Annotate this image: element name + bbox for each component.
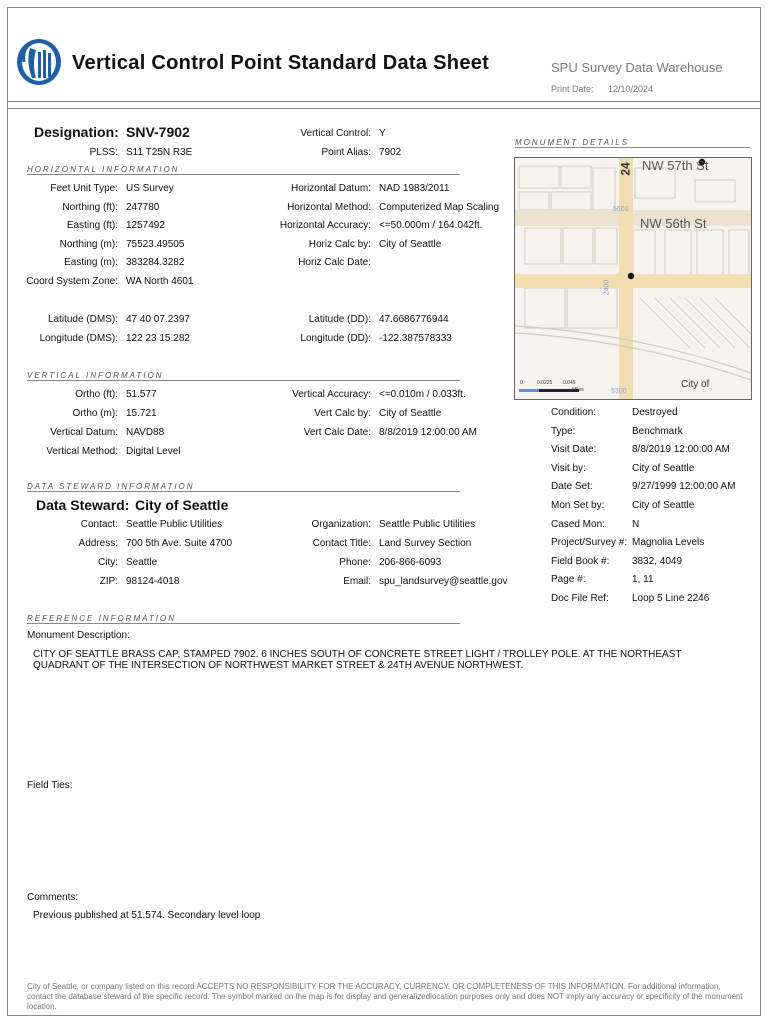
print-date-value: 12/10/2024 (608, 84, 654, 94)
horizontal-field-label: Horizontal Accuracy: (279, 220, 371, 231)
steward-field-label: ZIP: (99, 576, 118, 587)
vertical-control-label: Vertical Control: (300, 128, 371, 139)
horizontal-field-label: Horizontal Method: (287, 201, 371, 213)
horizontal-field-value: 75523.49505 (126, 238, 185, 250)
horizontal-field-value: 1257492 (126, 220, 165, 231)
map-scale-zero: 0 (520, 380, 523, 386)
horizontal-field-label: Northing (m): (59, 238, 118, 250)
steward-field-label: Address: (78, 538, 118, 549)
monument-field-value: Destroyed (632, 407, 678, 418)
comments-label: Comments: (27, 892, 79, 903)
monument-field-value: City of Seattle (632, 462, 695, 474)
longitude-dms-value: 122 23 15.282 (126, 333, 190, 344)
steward-field-value: 98124-4018 (126, 576, 180, 587)
vertical-field-label: Vertical Accuracy: (292, 389, 371, 400)
steward-field-value: 206-866-6093 (379, 557, 442, 568)
latitude-dms-label: Latitude (DMS): (47, 314, 118, 325)
steward-field-value: Seattle Public Utilities (379, 519, 476, 530)
steward-field-label: Email: (343, 576, 371, 587)
horizontal-field-label: Horiz Calc Date: (298, 257, 371, 268)
horizontal-field-value: NAD 1983/2011 (379, 183, 450, 194)
header-divider-bottom (8, 108, 760, 109)
vertical-field-label: Vert Calc by: (314, 408, 371, 419)
vertical-field-value: Digital Level (126, 446, 181, 457)
horizontal-field-label: Feet Unit Type: (50, 183, 118, 194)
latitude-dd-value: 47.6686776944 (379, 314, 449, 325)
vertical-control-value: Y (379, 128, 386, 139)
monument-field-label: Condition: (551, 407, 597, 418)
map-graphic (515, 158, 751, 399)
steward-field-value: Land Survey Section (379, 538, 472, 549)
longitude-dd-value: -122.387578333 (379, 333, 452, 344)
monument-field-label: Field Book #: (551, 555, 610, 567)
monument-description-text: CITY OF SEATTLE BRASS CAP, STAMPED 7902. 6 INCHES SOUTH OF CONCRETE STREET LIGHT / TROLLEY POLE. AT THE NORTHEAST QUADRANT OF THE INTERSECTION OF NORTHWEST MARKET STREET & 24TH AVENUE NORTHWEST. (33, 649, 682, 671)
monument-field-value: 8/8/2019 12:00:00 AM (632, 444, 730, 456)
plss-label: PLSS: (89, 147, 118, 158)
vertical-field-label: Vert Calc Date: (303, 427, 371, 438)
horizontal-field-value: <=50.000m / 164.042ft. (379, 220, 483, 231)
steward-section-heading: DATA STEWARD INFORMATION (27, 482, 460, 492)
monument-field-value: City of Seattle (632, 500, 695, 511)
disclaimer-text: City of Seattle, or company listed on this record ACCEPTS NO RESPONSIBILITY FOR THE ACCURACY, CURRENCY, OR COMPLETENESS OF THIS INFORMATION. For additional information, contact the database steward of the specific record. The symbol marked on the map is for display and generalizedlocation purposes only and does NOT imply any accuracy or specificity of the monument location. (27, 982, 743, 1011)
monument-field-value: 3832, 4049 (632, 555, 683, 567)
vertical-field-value: 15.721 (126, 408, 157, 419)
horizontal-field-value: WA North 4601 (126, 275, 194, 287)
data-steward-value: City of Seattle (135, 497, 229, 513)
horizontal-field-value: City of Seattle (379, 238, 442, 250)
steward-field-value: Seattle (126, 557, 158, 568)
vertical-section-heading: VERTICAL INFORMATION (27, 371, 460, 381)
monument-field-value: 1, 11 (632, 574, 654, 586)
steward-field-value: 700 5th Ave. Suite 4700 (126, 538, 233, 549)
page-title: Vertical Control Point Standard Data Sheet (72, 52, 490, 74)
steward-field-label: City: (98, 557, 118, 568)
monument-field-label: Page #: (551, 574, 586, 586)
horizontal-field-label: Easting (m): (64, 257, 118, 268)
latitude-dd-label: Latitude (DD): (308, 314, 371, 325)
horizontal-field-label: Horizontal Datum: (290, 183, 371, 194)
horizontal-field-value: US Survey (126, 183, 174, 194)
steward-field-value: Seattle Public Utilities (126, 519, 223, 530)
horizontal-field-label: Horiz Calc by: (308, 238, 371, 250)
monument-field-value: N (632, 518, 640, 530)
horizontal-field-label: Coord System Zone: (26, 275, 118, 287)
monument-field-label: Cased Mon: (551, 518, 605, 530)
horizontal-section-heading: HORIZONTAL INFORMATION (27, 165, 460, 175)
steward-field-label: Phone: (339, 557, 371, 568)
monument-field-label: Project/Survey #: (551, 537, 628, 549)
vertical-field-value: City of Seattle (379, 408, 442, 419)
horizontal-field-value: 383284.3282 (126, 257, 185, 268)
monument-field-label: Date Set: (551, 481, 593, 493)
map-address-5300: 5300 (611, 388, 627, 395)
monument-description-label: Monument Description: (27, 630, 130, 641)
steward-field-label: Organization: (311, 519, 371, 530)
monument-field-value: 9/27/1999 12:00:00 AM (632, 481, 736, 493)
designation-value: SNV-7902 (126, 124, 190, 140)
horizontal-field-label: Northing (ft): (62, 201, 118, 213)
map-address-5600: 5600 (613, 206, 629, 213)
horizontal-field-label: Easting (ft): (66, 220, 118, 231)
map-city-label: City of (681, 379, 710, 390)
monument-field-value: Benchmark (632, 425, 683, 437)
steward-field-label: Contact: (80, 519, 118, 530)
monument-field-value: Loop 5 Line 2246 (632, 593, 710, 604)
longitude-dd-label: Longitude (DD): (300, 333, 371, 344)
monument-field-label: Doc File Ref: (551, 593, 609, 604)
warehouse-name: SPU Survey Data Warehouse (551, 60, 723, 75)
monument-field-label: Visit Date: (551, 444, 597, 456)
print-date-label: Print Date: (551, 84, 594, 94)
point-alias-label: Point Alias: (321, 147, 371, 158)
map-scale-end: 0.045 (563, 380, 576, 386)
vertical-field-label: Vertical Method: (46, 446, 118, 457)
vertical-field-label: Ortho (ft): (75, 389, 118, 400)
monument-field-label: Type: (551, 425, 576, 437)
latitude-dms-value: 47 40 07.2397 (126, 314, 190, 325)
designation-label: Designation: (34, 124, 119, 140)
header-divider-top (8, 101, 760, 102)
field-ties-label: Field Ties: (27, 780, 73, 791)
monument-field-value: Magnolia Levels (632, 537, 705, 549)
comments-text: Previous published at 51.574. Secondary level loop (33, 910, 261, 921)
location-map (514, 157, 752, 400)
steward-field-value: spu_landsurvey@seattle.gov (379, 576, 508, 587)
vertical-field-value: <=0.010m / 0.033ft. (379, 389, 466, 400)
monument-section-heading: MONUMENT DETAILS (515, 138, 750, 148)
map-address-2400: 2400 (603, 279, 611, 296)
data-steward-label: Data Steward: (36, 497, 130, 513)
plss-value: S11 T25N R3E (126, 147, 193, 158)
map-scale-mid: 0.0225 (537, 380, 553, 386)
map-street-56th: NW 56th St (640, 216, 707, 231)
map-avenue-number: 24 (618, 162, 633, 176)
horizontal-field-value: 247780 (126, 201, 160, 213)
vertical-field-label: Vertical Datum: (50, 427, 118, 438)
vertical-field-value: 8/8/2019 12:00:00 AM (379, 427, 477, 438)
reference-section-heading: REFERENCE INFORMATION (27, 614, 460, 624)
vertical-field-value: NAVD88 (126, 427, 165, 438)
longitude-dms-label: Longitude (DMS): (39, 333, 118, 344)
steward-field-label: Contact Title: (312, 538, 371, 549)
monument-field-label: Mon Set by: (551, 500, 605, 511)
monument-field-label: Visit by: (551, 462, 586, 474)
seattle-logo (16, 38, 62, 86)
vertical-field-label: Ortho (m): (72, 408, 118, 419)
vertical-field-value: 51.577 (126, 389, 157, 400)
horizontal-field-value: Computerized Map Scaling (379, 201, 500, 213)
map-scale-unit: Miles (572, 387, 584, 393)
point-alias-value: 7902 (379, 147, 402, 158)
map-street-57th: NW 57th St (642, 158, 709, 173)
